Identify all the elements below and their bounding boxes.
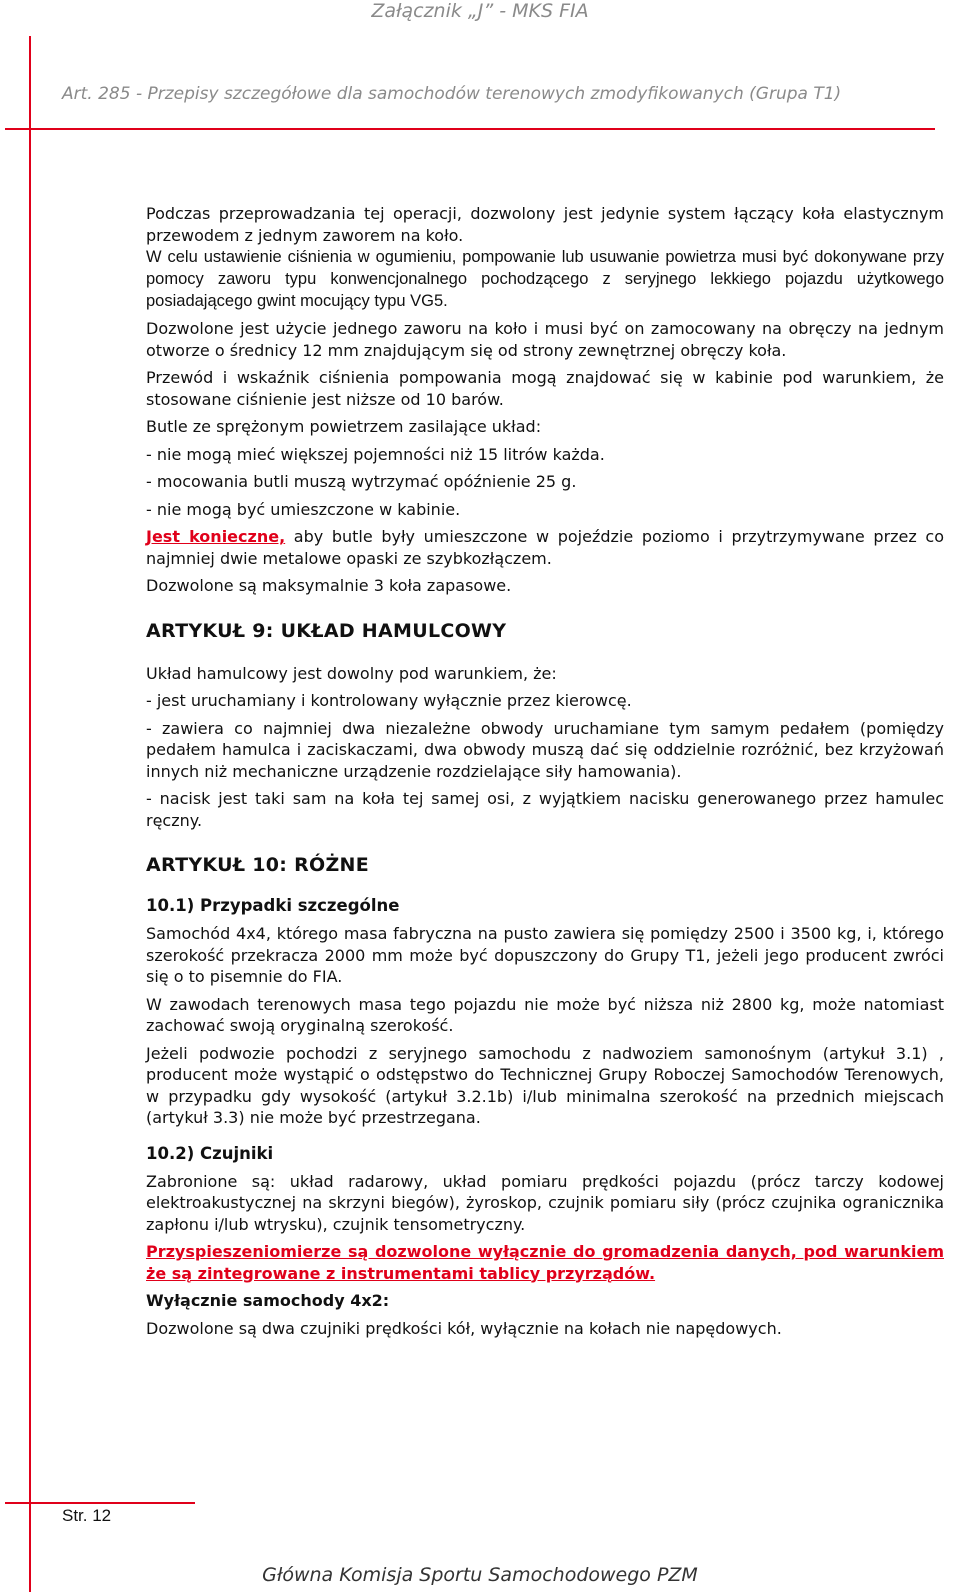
paragraph: Podczas przeprowadzania tej operacji, dozwolony jest jedynie system łączący koła elastycznym przewodem z jednym zaworem na koło. [146,204,944,245]
list-item: - nacisk jest taki sam na koła tej samej osi, z wyjątkiem nacisku generowanego przez hamulec ręczny. [146,789,944,830]
list-item: - jest uruchamiany i kontrolowany wyłącznie przez kierowcę. [146,691,632,710]
document-annex-title: Załącznik „J” - MKS FIA [371,0,589,22]
footer-organization: Główna Komisja Sportu Samochodowego PZM [262,1564,698,1586]
paragraph: Dozwolone są dwa czujniki prędkości kół, wyłącznie na kołach nie napędowych. [146,1318,782,1338]
emphasis-required: Jest konieczne, [146,527,286,546]
page-number: Str. 12 [62,1506,112,1525]
article-9-heading: ARTYKUŁ 9: UKŁAD HAMULCOWY [146,619,507,642]
paragraph [146,526,944,569]
paragraph: W celu ustawienie ciśnienia w ogumieniu, pompowanie lub usuwanie powietrza musi być dokonywane przy pomocy zaworu typu konwencjonalnego pochodzącego z seryjnego lekkiego pojazdu użytkowego posiadającego gwint mocujący typu VG5. [146,248,944,310]
list-item: - nie mogą mieć większej pojemności niż 15 litrów każda. [146,444,605,464]
paragraph: Butle ze sprężonym powietrzem zasilające układ: [146,417,542,436]
subheading: Wyłącznie samochody 4x2: [146,1291,390,1310]
paragraph: Jeżeli podwozie pochodzi z seryjnego samochodu z nadwoziem samonośnym (artykuł 3.1) , producent może wystąpić o odstępstwo do Technicznej Grupy Roboczej Samochodów Terenowych, w przypadku gdy wysokość (artykuł 3.2.1b) i/lub minimalna szerokość na przednich miejscach (artykuł 3.3) nie może być przestrzegana. [146,1043,944,1127]
list-item: - nie mogą być umieszczone w kabinie. [146,499,461,519]
left-margin-rule [29,36,31,1592]
paragraph: Przewód i wskaźnik ciśnienia pompowania mogą znajdować się w kabinie pod warunkiem, że stosowane ciśnienie jest niższe od 10 barów. [146,368,944,409]
paragraph: Samochód 4x4, którego masa fabryczna na pusto zawiera się pomiędzy 2500 i 3500 kg, i, którego szerokość przekracza 2000 mm może być dopuszczony do Grupy T1, jeżeli jego producent zwróci się o to pisemnie do FIA. [146,924,944,986]
article-title: Art. 285 - Przepisy szczegółowe dla samochodów terenowych zmodyfikowanych (Grupa T1) [62,84,842,104]
emphasis-paragraph: Przyspieszeniomierze są dozwolone wyłącznie do gromadzenia danych, pod warunkiem że są zintegrowane z instrumentami tablicy przyrządów. [146,1242,944,1283]
list-item: - mocowania butli muszą wytrzymać opóźnienie 25 g. [146,472,577,491]
article-10-heading: ARTYKUŁ 10: RÓŻNE [146,854,370,876]
paragraph: Zabronione są: układ radarowy, układ pomiaru prędkości pojazdu (prócz tarczy kodowej elektroakustycznej na skrzyni biegów), żyroskop, czujnik pomiaru siły (prócz czujnika ogranicznika zapłonu i/lub wtrysku), czujnik tensometryczny. [146,1171,944,1234]
page-body [146,203,944,1345]
paragraph: W zawodach terenowych masa tego pojazdu nie może być niższa niż 2800 kg, może natomiast zachować swoją oryginalną szerokość. [146,994,944,1035]
paragraph: Dozwolone jest użycie jednego zaworu na koło i musi być on zamocowany na obręczy na jednym otworze o średnicy 12 mm znajdującym się od strony zewnętrznej obręczy koła. [146,319,944,360]
paragraph: Układ hamulcowy jest dowolny pod warunkiem, że: [146,663,557,683]
section-10-1-heading: 10.1) Przypadki szczególne [146,896,400,915]
paragraph: Dozwolone są maksymalnie 3 koła zapasowe. [146,576,512,595]
header-rule [5,128,935,130]
list-item: - zawiera co najmniej dwa niezależne obwody uruchamiane tym samym pedałem (pomiędzy pedałem hamulca i zaciskaczami, dwa obwody muszą dać się oddzielnie rozróżnić, bez krzyżowań innych niż mechaniczne urządzenie rozdzielające siły hamowania). [146,718,944,781]
footer-rule [5,1502,195,1504]
section-10-2-heading: 10.2) Czujniki [146,1143,274,1163]
paragraph-text: aby butle były umieszczone w pojeździe poziomo i przytrzymywane przez co najmniej dwie metalowe opaski ze szybkozłączem. [146,527,945,568]
